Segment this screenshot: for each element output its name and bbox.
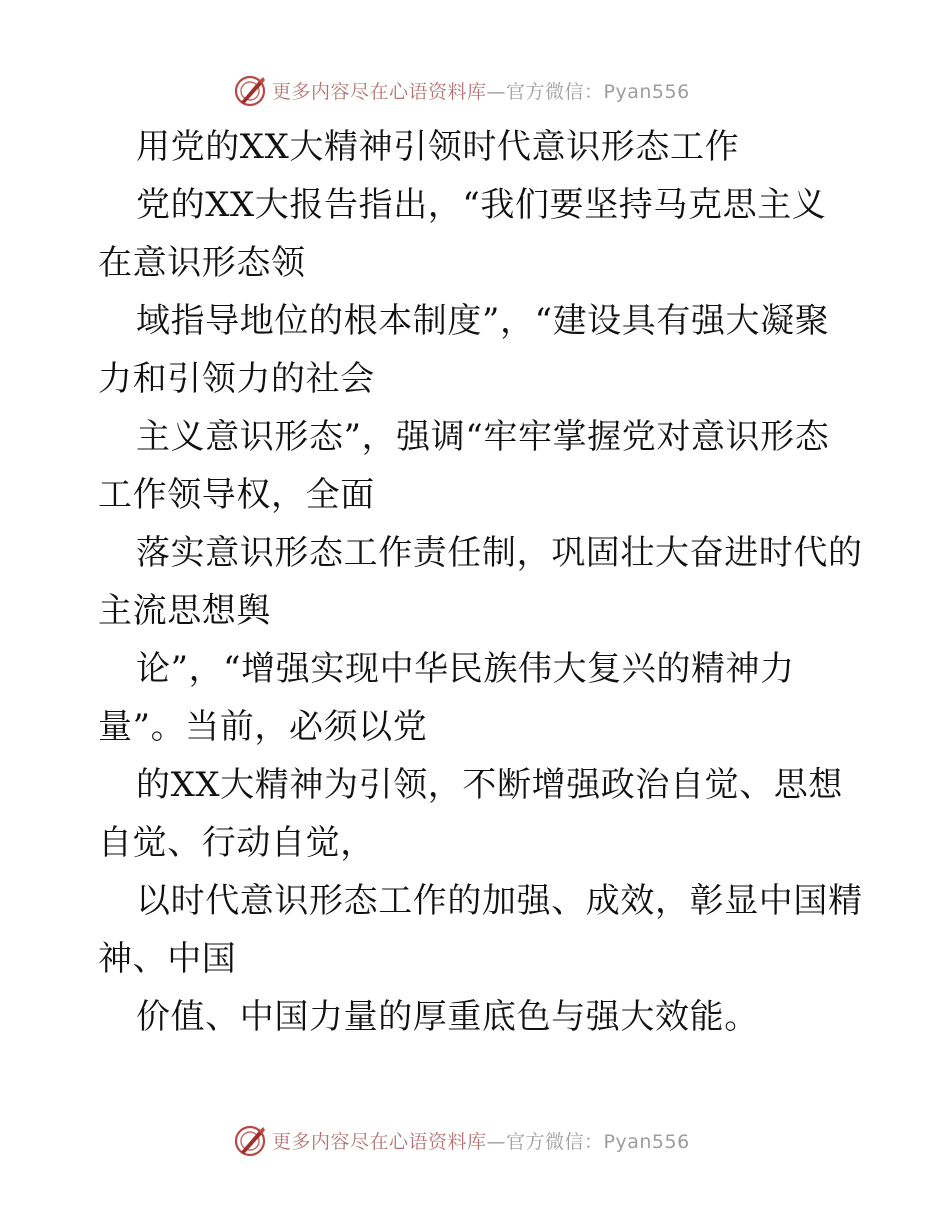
footer-banner [232, 1122, 690, 1158]
paragraph-line: 落实意识形态工作责任制，巩固壮大奋进时代的 [136, 533, 863, 573]
paragraph-line: 论”，“增强实现中华民族伟大复兴的精神力 [136, 649, 795, 689]
banner-text [272, 77, 690, 104]
paragraph-line: 神、中国 [98, 939, 237, 979]
pen-logo-icon [232, 72, 268, 108]
banner-site-text: 更多内容尽在心语资料库 [272, 1130, 487, 1153]
paragraph-line: 主义意识形态”，强调“牢牢掌握党对意识形态 [136, 417, 830, 457]
paragraph-line: 在意识形态领 [98, 243, 306, 283]
paragraph-line: 主流思想舆 [98, 591, 271, 631]
banner-contact: —官方微信：Pyan556 [486, 80, 690, 103]
banner-contact: —官方微信：Pyan556 [486, 1130, 690, 1153]
paragraph-line: 以时代意识形态工作的加强、成效，彰显中国精 [136, 881, 863, 921]
banner-site-text: 更多内容尽在心语资料库 [272, 80, 487, 103]
document-body [98, 118, 863, 1046]
paragraph-line: 党的XX大报告指出，“我们要坚持马克思主义 [136, 185, 827, 225]
paragraph-line: 域指导地位的根本制度”，“建设具有强大凝聚 [136, 301, 830, 341]
paragraph-line: 自觉、行动自觉， [98, 823, 375, 863]
pen-logo-icon [232, 1122, 268, 1158]
paragraph-line: 价值、中国力量的厚重底色与强大效能。 [136, 997, 759, 1037]
document-title: 用党的XX大精神引领时代意识形态工作 [136, 127, 740, 167]
paragraph-line: 量”。当前，必须以党 [98, 707, 428, 747]
paragraph-line: 力和引领力的社会 [98, 359, 375, 399]
paragraph-line: 的XX大精神为引领，不断增强政治自觉、思想 [136, 765, 844, 805]
banner-text [272, 1127, 690, 1154]
header-banner [232, 72, 690, 108]
paragraph-line: 工作领导权，全面 [98, 475, 375, 515]
